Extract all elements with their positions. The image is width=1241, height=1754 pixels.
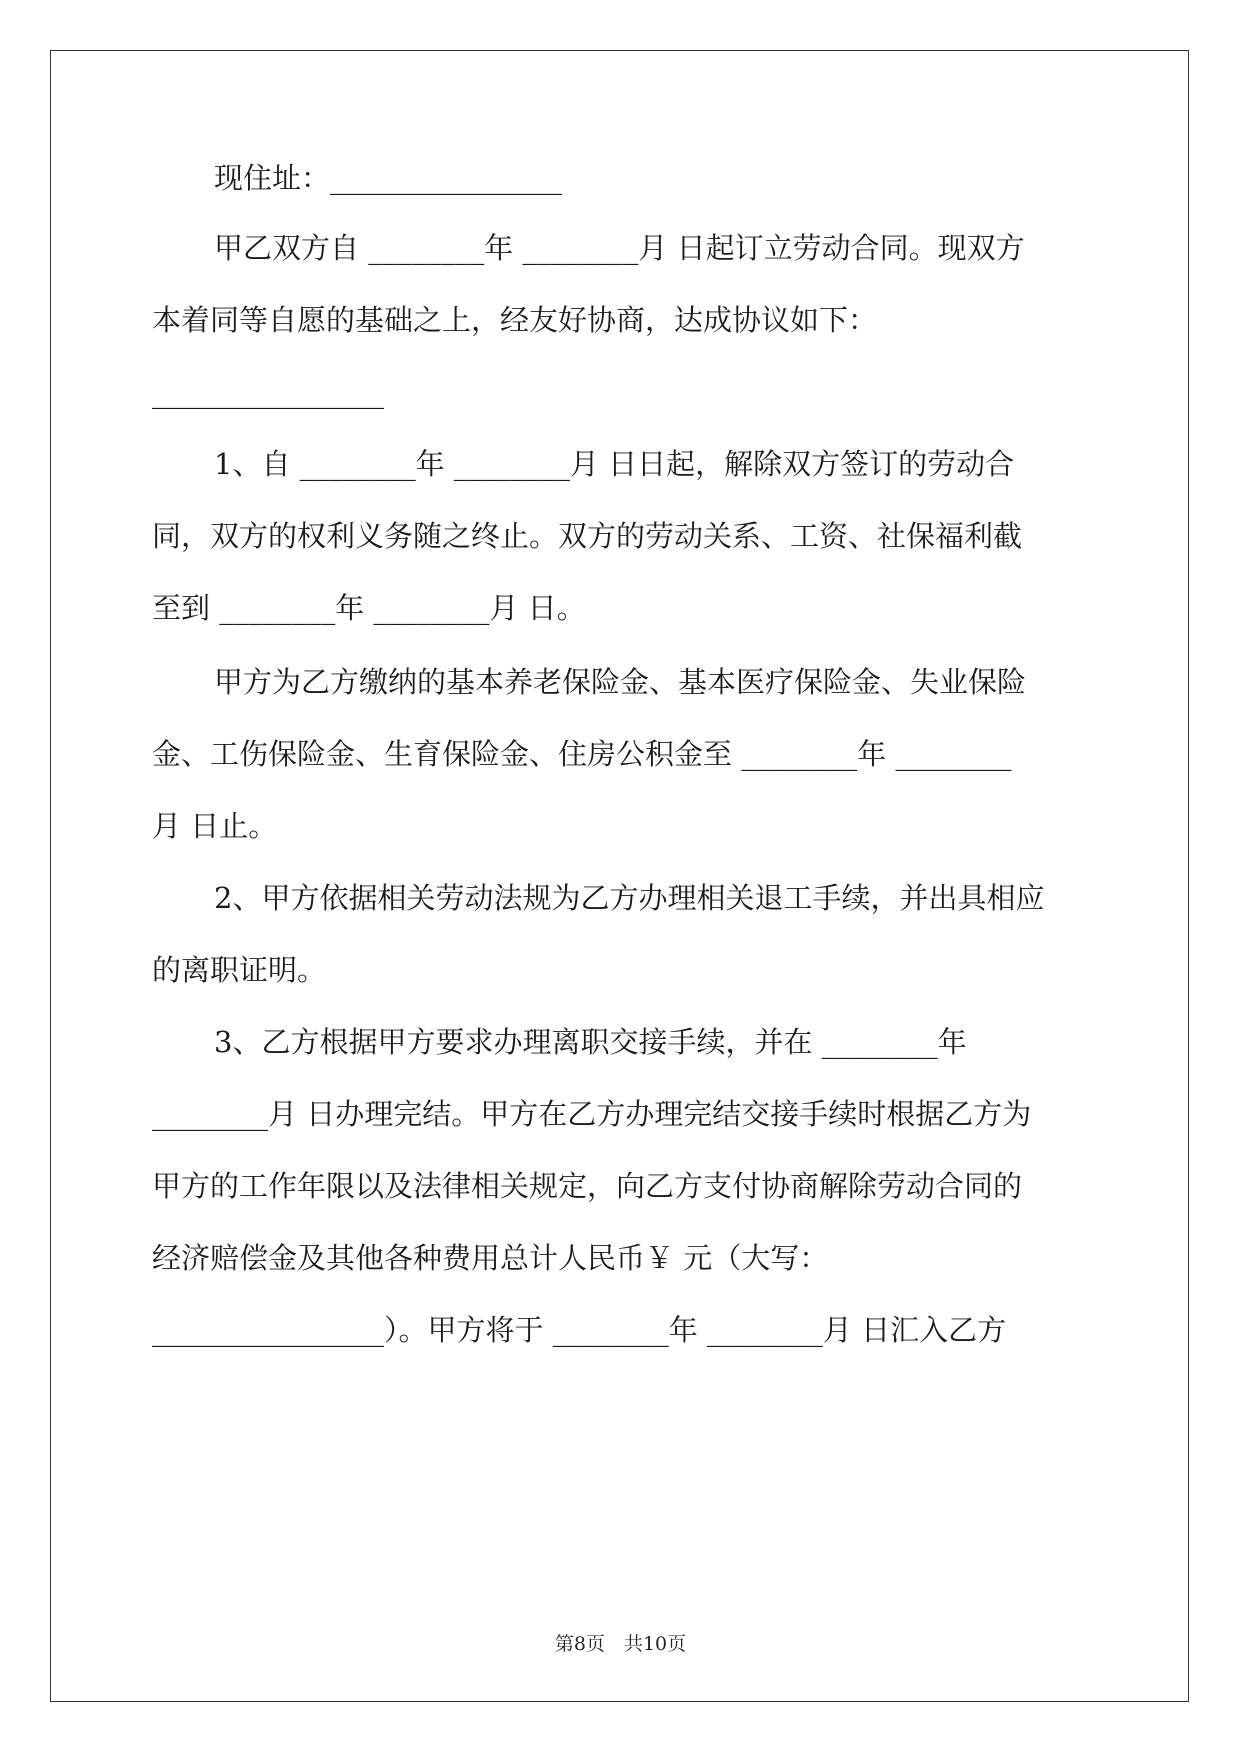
clause-3-line: ________月 日办理完结。甲方在乙方办理完结交接手续时根据乙方为: [152, 1097, 1032, 1131]
page-border: [50, 50, 1189, 1702]
address-line: 现住址：________________: [214, 161, 563, 195]
insurance-line: 月 日止。: [152, 809, 278, 843]
clause-3-line: ________________）。甲方将于 ________年 ________月 日汇入乙方: [152, 1313, 1007, 1347]
page-number: 第8页 共10页: [554, 1633, 687, 1655]
clause-3-line: 甲方的工作年限以及法律相关规定，向乙方支付协商解除劳动合同的: [152, 1169, 1023, 1203]
clause-3-line: 经济赔偿金及其他各种费用总计人民币￥ 元（大写：: [152, 1241, 829, 1275]
clause-1-line: 1、自 ________年 ________月 日日起，解除双方签订的劳动合: [214, 447, 1015, 481]
signature-blank-line: ________________: [152, 375, 384, 409]
paragraph-line: 本着同等自愿的基础之上，经友好协商，达成协议如下：: [152, 303, 878, 337]
insurance-line: 金、工伤保险金、生育保险金、住房公积金至 ________年 ________: [152, 737, 1012, 771]
insurance-line: 甲方为乙方缴纳的基本养老保险金、基本医疗保险金、失业保险: [214, 665, 1027, 699]
clause-2-line: 的离职证明。: [152, 953, 327, 987]
clause-1-line: 至到 ________年 ________月 日。: [152, 591, 586, 625]
clause-2-line: 2、甲方依据相关劳动法规为乙方办理相关退工手续，并出具相应: [214, 881, 1045, 915]
paragraph-line: 甲乙双方自 ________年 ________月 日起订立劳动合同。现双方: [214, 231, 1025, 265]
clause-3-line: 3、乙方根据甲方要求办理离职交接手续，并在 ________年: [214, 1025, 967, 1059]
clause-1-line: 同，双方的权利义务随之终止。双方的劳动关系、工资、社保福利截: [152, 519, 1023, 553]
